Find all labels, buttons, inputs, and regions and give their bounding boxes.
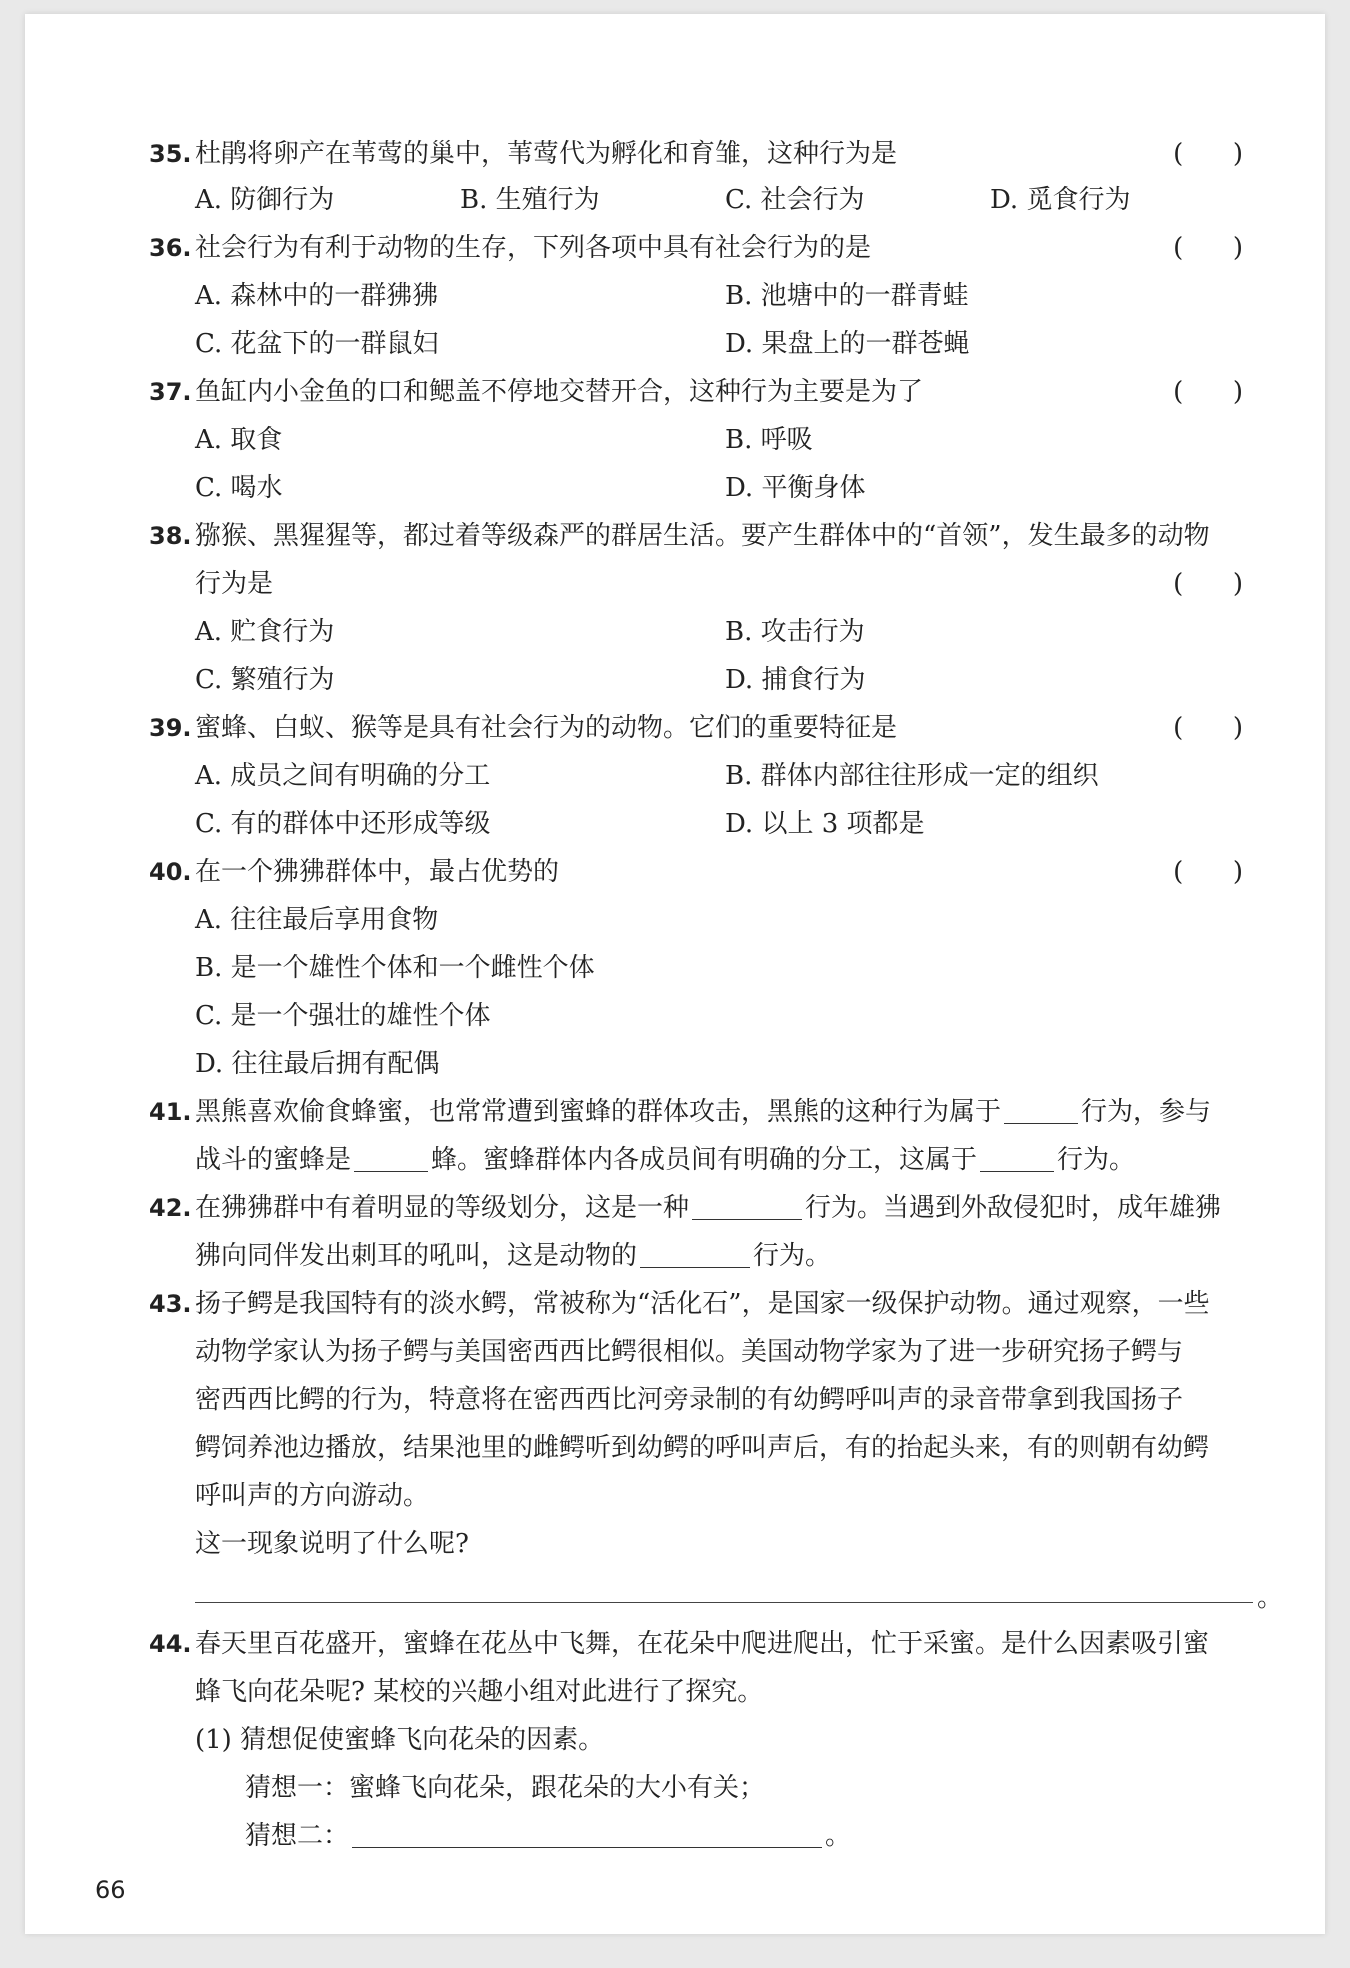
option-c[interactable]: C. 社会行为	[725, 185, 865, 215]
question-stem: 蜜蜂、白蚁、猴等是具有社会行为的动物。它们的重要特征是	[195, 713, 898, 743]
guess-2-label: 猜想二：	[245, 1821, 350, 1851]
page-number: 66	[95, 1876, 126, 1904]
option-b[interactable]: B. 呼吸	[725, 425, 813, 455]
question-number: 37.	[149, 378, 192, 406]
option-d[interactable]: D. 往往最后拥有配偶	[195, 1049, 440, 1079]
option-c[interactable]: C. 喝水	[195, 473, 283, 503]
question-stem: 杜鹃将卵产在苇莺的巢中，苇莺代为孵化和育雏，这种行为是	[195, 139, 898, 169]
option-a[interactable]: A. 贮食行为	[195, 617, 335, 647]
question-stem: 社会行为有利于动物的生存，下列各项中具有社会行为的是	[195, 233, 872, 263]
question-number: 39.	[149, 714, 192, 742]
option-a[interactable]: A. 往往最后享用食物	[195, 905, 439, 935]
answer-end-mark: 。	[1257, 1583, 1284, 1613]
question-number: 41.	[149, 1098, 192, 1126]
option-c[interactable]: C. 繁殖行为	[195, 665, 335, 695]
option-b[interactable]: B. 攻击行为	[725, 617, 865, 647]
question-line-1	[195, 1094, 1211, 1130]
passage-line: 密西西比鳄的行为，特意将在密西西比河旁录制的有幼鳄呼叫声的录音带拿到我国扬子	[195, 1385, 1184, 1415]
question-number: 38.	[149, 522, 192, 550]
text-segment: 行为。当遇到外敌侵犯时，成年雄狒	[805, 1193, 1222, 1223]
answer-parentheses[interactable]: ( )	[1173, 377, 1243, 407]
question-number: 43.	[149, 1290, 192, 1318]
question-number: 40.	[149, 858, 192, 886]
text-segment: 狒向同伴发出刺耳的吼叫，这是动物的	[195, 1241, 638, 1271]
question-stem-line-1: 猕猴、黑猩猩等，都过着等级森严的群居生活。要产生群体中的“首领”，发生最多的动物	[195, 521, 1210, 551]
fill-blank-2[interactable]	[354, 1145, 428, 1172]
fill-blank-2[interactable]	[640, 1241, 750, 1268]
question-line-2	[195, 1142, 1135, 1178]
option-c[interactable]: C. 花盆下的一群鼠妇	[195, 329, 439, 359]
option-c[interactable]: C. 是一个强壮的雄性个体	[195, 1001, 491, 1031]
text-segment: 黑熊喜欢偷食蜂蜜，也常常遭到蜜蜂的群体攻击，黑熊的这种行为属于	[195, 1097, 1002, 1127]
answer-parentheses[interactable]: ( )	[1173, 233, 1243, 263]
answer-parentheses[interactable]: ( )	[1173, 139, 1243, 169]
text-segment: 行为。	[753, 1241, 832, 1271]
option-a[interactable]: A. 成员之间有明确的分工	[195, 761, 491, 791]
option-d[interactable]: D. 果盘上的一群苍蝇	[725, 329, 970, 359]
question-line-1	[195, 1190, 1221, 1226]
question-stem-line-2: 行为是	[195, 569, 274, 599]
option-b[interactable]: B. 池塘中的一群青蛙	[725, 281, 969, 311]
guess-2	[245, 1818, 851, 1854]
option-d[interactable]: D. 平衡身体	[725, 473, 866, 503]
option-c[interactable]: C. 有的群体中还形成等级	[195, 809, 491, 839]
option-d[interactable]: D. 捕食行为	[725, 665, 866, 695]
passage-line: 扬子鳄是我国特有的淡水鳄，常被称为“活化石”，是国家一级保护动物。通过观察，一些	[195, 1289, 1210, 1319]
answer-line[interactable]	[195, 1602, 1253, 1603]
fill-blank-3[interactable]	[980, 1145, 1054, 1172]
guess-2-end-mark: 。	[825, 1821, 852, 1851]
question-number: 36.	[149, 234, 192, 262]
text-segment: 在狒狒群中有着明显的等级划分，这是一种	[195, 1193, 690, 1223]
question-stem-line-1: 春天里百花盛开，蜜蜂在花丛中飞舞，在花朵中爬进爬出，忙于采蜜。是什么因素吸引蜜	[195, 1629, 1210, 1659]
worksheet-page	[25, 14, 1325, 1934]
guess-2-blank[interactable]	[352, 1821, 822, 1848]
question-line-2	[195, 1238, 831, 1274]
fill-blank-1[interactable]	[1004, 1097, 1078, 1124]
text-segment: 行为，参与	[1081, 1097, 1212, 1127]
question-number: 42.	[149, 1194, 192, 1222]
text-segment: 行为。	[1057, 1145, 1136, 1175]
sub-question-1: (1) 猜想促使蜜蜂飞向花朵的因素。	[195, 1725, 605, 1755]
option-d[interactable]: D. 以上 3 项都是	[725, 809, 925, 839]
option-a[interactable]: A. 取食	[195, 425, 283, 455]
option-a[interactable]: A. 森林中的一群狒狒	[195, 281, 439, 311]
question-prompt: 这一现象说明了什么呢?	[195, 1529, 469, 1559]
guess-1: 猜想一：蜜蜂飞向花朵，跟花朵的大小有关；	[245, 1773, 766, 1803]
text-segment: 蜂。蜜蜂群体内各成员间有明确的分工，这属于	[431, 1145, 978, 1175]
text-segment: 战斗的蜜蜂是	[195, 1145, 352, 1175]
question-stem: 鱼缸内小金鱼的口和鳃盖不停地交替开合，这种行为主要是为了	[195, 377, 924, 407]
answer-parentheses[interactable]: ( )	[1173, 857, 1243, 887]
passage-line: 鳄饲养池边播放，结果池里的雌鳄听到幼鳄的呼叫声后，有的抬起头来，有的则朝有幼鳄	[195, 1433, 1210, 1463]
question-number: 44.	[149, 1630, 192, 1658]
passage-line: 呼叫声的方向游动。	[195, 1481, 430, 1511]
question-stem-line-2: 蜂飞向花朵呢? 某校的兴趣小组对此进行了探究。	[195, 1677, 764, 1707]
option-d[interactable]: D. 觅食行为	[990, 185, 1131, 215]
option-a[interactable]: A. 防御行为	[195, 185, 335, 215]
passage-line: 动物学家认为扬子鳄与美国密西西比鳄很相似。美国动物学家为了进一步研究扬子鳄与	[195, 1337, 1184, 1367]
question-number: 35.	[149, 140, 192, 168]
answer-parentheses[interactable]: ( )	[1173, 713, 1243, 743]
option-b[interactable]: B. 群体内部往往形成一定的组织	[725, 761, 1099, 791]
option-b[interactable]: B. 是一个雄性个体和一个雌性个体	[195, 953, 595, 983]
answer-parentheses[interactable]: ( )	[1173, 569, 1243, 599]
fill-blank-1[interactable]	[692, 1193, 802, 1220]
option-b[interactable]: B. 生殖行为	[460, 185, 600, 215]
question-stem: 在一个狒狒群体中，最占优势的	[195, 857, 560, 887]
